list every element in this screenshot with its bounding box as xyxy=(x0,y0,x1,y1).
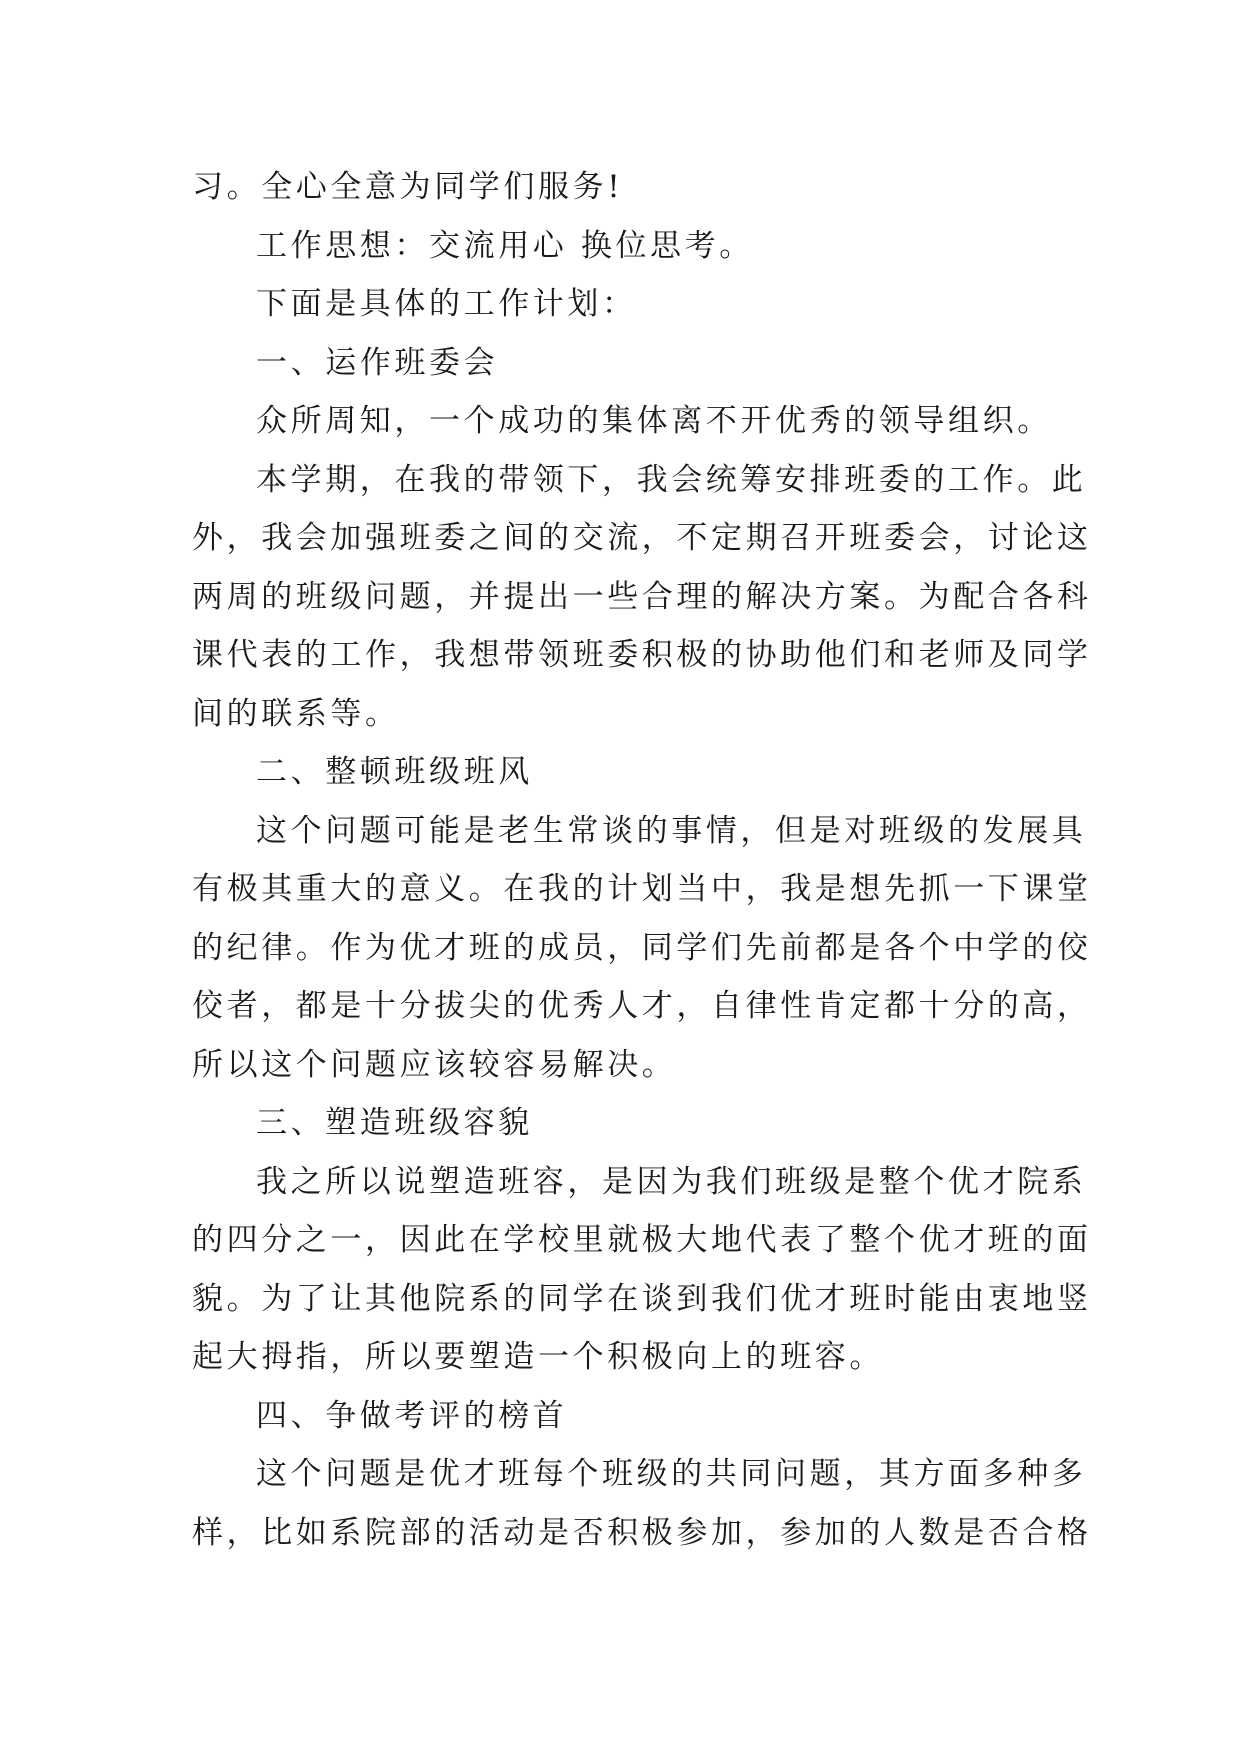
text-line: 外，我会加强班委之间的交流，不定期召开班委会，讨论这 xyxy=(192,520,1092,556)
text-line: 起大拇指，所以要塑造一个积极向上的班容。 xyxy=(192,1339,884,1375)
text-line: 习。全心全意为同学们服务! xyxy=(192,169,624,205)
text-line: 两周的班级问题，并提出一些合理的解决方案。为配合各科 xyxy=(192,578,1092,615)
text-line: 的纪律。作为优才班的成员，同学们先前都是各个中学的佼 xyxy=(192,929,1092,966)
section-heading: 一、运作班委会 xyxy=(256,344,499,381)
section-heading: 四、争做考评的榜首 xyxy=(256,1397,568,1434)
text-line: 样，比如系院部的活动是否积极参加，参加的人数是否合格 xyxy=(192,1514,1092,1551)
text-line: 众所周知，一个成功的集体离不开优秀的领导组织。 xyxy=(256,403,1052,439)
text-line: 下面是具体的工作计划： xyxy=(256,286,637,322)
text-line: 课代表的工作，我想带领班委积极的协助他们和老师及同学 xyxy=(192,637,1092,673)
text-line: 这个问题是优才班每个班级的共同问题，其方面多种多 xyxy=(256,1456,1087,1492)
text-line: 间的联系等。 xyxy=(192,695,400,732)
text-line: 有极其重大的意义。在我的计划当中，我是想先抓一下课堂 xyxy=(192,871,1092,907)
text-line: 的四分之一，因此在学校里就极大地代表了整个优才班的面 xyxy=(192,1222,1092,1258)
text-line: 本学期，在我的带领下，我会统筹安排班委的工作。此 xyxy=(256,461,1087,498)
text-line: 所以这个问题应该较容易解决。 xyxy=(192,1046,677,1083)
section-heading: 三、塑造班级容貌 xyxy=(256,1105,533,1141)
section-heading: 二、整顿班级班风 xyxy=(256,754,533,790)
text-line: 貌。为了让其他院系的同学在谈到我们优才班时能由衷地竖 xyxy=(192,1280,1092,1317)
text-line: 佼者，都是十分拔尖的优秀人才，自律性肯定都十分的高， xyxy=(192,988,1092,1024)
text-line: 我之所以说塑造班容，是因为我们班级是整个优才院系 xyxy=(256,1163,1087,1200)
text-line: 工作思想：交流用心 换位思考。 xyxy=(256,227,754,264)
document-body xyxy=(192,158,1092,1562)
text-line: 这个问题可能是老生常谈的事情，但是对班级的发展具 xyxy=(256,812,1087,849)
